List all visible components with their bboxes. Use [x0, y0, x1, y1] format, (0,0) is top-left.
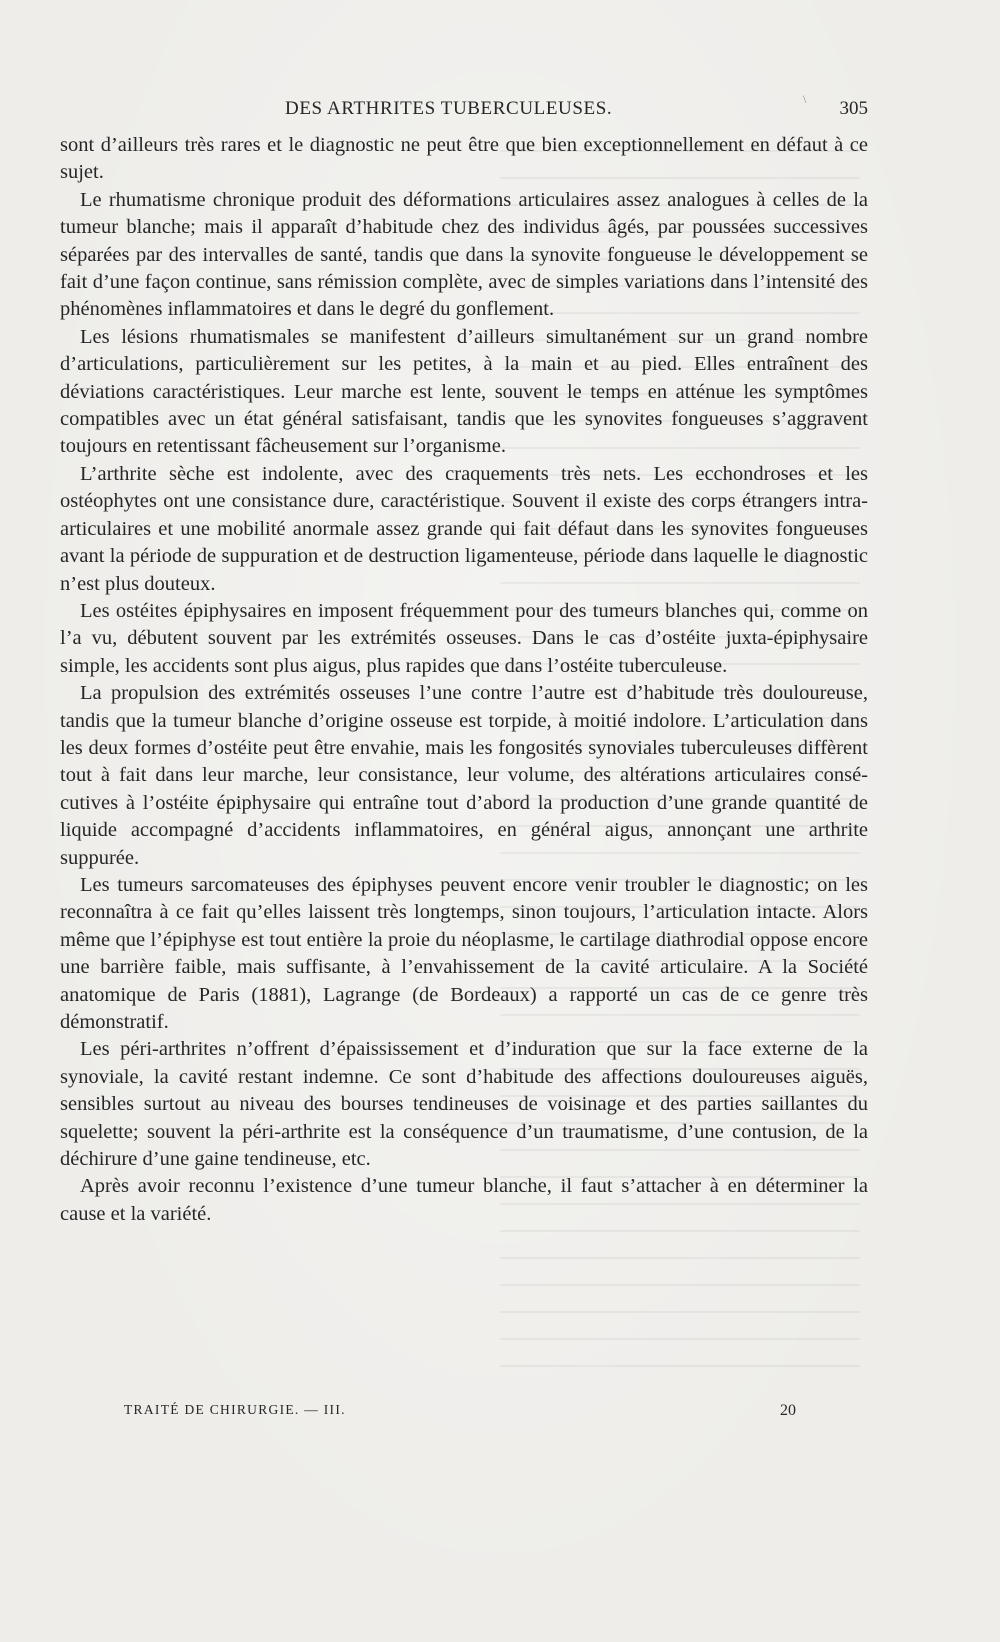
paragraph-conclusion: Après avoir reconnu l’existence d’une tumeur blanche, il faut s’attacher à en déterminer la cause et la variété.: [60, 1175, 868, 1225]
running-title: DES ARTHRITES TUBERCULEUSES.: [285, 98, 613, 119]
paragraph-lesions-rhumatismales: Les lésions rhumatismales se manifestent d’ailleurs simultanément sur un grand nombre d’articulations, particulièrement sur les petites, à la main et au pied. Elles entraînent des déviations caractéristiques. Leur marche est lente, souvent le temps en atténue les symptômes compatibles avec un état général satisfaisant, tandis que les synovites fongueuses s’aggravent toujours en retentissant fâcheusement sur l’organisme.: [60, 325, 868, 458]
page-footer: [60, 1402, 868, 1426]
paragraph-tumeurs-sarcomateuses: Les tumeurs sarcomateuses des épiphyses peuvent encore venir troubler le diagnostic; on les reconnaîtra à ce fait qu’elles laissent très longtemps, sinon toujours, l’articulation intacte. Alors même que l’épiphyse est tout entière la proie du néoplasme, le cartilage diathrodial oppose encore une barrière faible, mais suffisante, à l’envahissement de la cavité articulaire. A la Société anatomique de Paris (1881), Lagrange (de Bordeaux) a rapporté un cas de ce genre très démonstratif.: [60, 873, 868, 1033]
paragraph-peri-arthrites: Les péri-arthrites n’offrent d’épaississement et d’induration que sur la face externe de la synoviale, la cavité restant indemne. Ce sont d’habitude des affections douloureuses aiguës, sensibles surtout au niveau des bourses tendineuses de voisinage et des parties saillantes du squelette; souvent la péri-arthrite est la conséquence d’un traumatisme, d’une contusion, de la déchirure d’une gaine tendineuse, etc.: [60, 1038, 868, 1171]
paragraph-propulsion: La propulsion des extrémités osseuses l’une contre l’autre est d’habitude très douloureuse, tandis que la tumeur blanche d’origine osseuse est torpide, à moitié indolore. L’articulation dans les deux formes d’ostéite peut être envahie, mais les fongosités synoviales tuberculeuses diffèrent tout à fait dans leur marche, leur consistance, leur volume, des altérations articulaires consécutives à l’ostéite épiphysaire qui entraîne tout d’abord la production d’une grande quantité de liquide accompagné d’accidents inflammatoires, en général aigus, annonçant une arthrite suppurée.: [60, 682, 868, 869]
book-signature: TRAITÉ DE CHIRURGIE. — III.: [124, 1402, 346, 1417]
running-head: [60, 98, 868, 126]
page-number: 305: [839, 98, 868, 119]
paragraph-osteites: Les ostéites épiphysaires en imposent fréquemment pour des tumeurs blanches qui, comme on l’a vu, débutent souvent par les extrémités osseuses. Dans le cas d’ostéite juxta-épiphysaire simple, les accidents sont plus aigus, plus rapides que dans l’ostéite tuberculeuse.: [60, 599, 868, 677]
body-text: [60, 132, 868, 1228]
sheet-number: 20: [780, 1402, 796, 1419]
margin-tick-mark: \: [803, 92, 807, 106]
paragraph-continuation: sont d’ailleurs très rares et le diagnostic ne peut être que bien exceptionnellement en défaut à ce sujet.: [60, 134, 868, 184]
paragraph-rhumatisme: Le rhumatisme chronique produit des déformations articulaires assez analogues à celles de la tumeur blanche; mais il apparaît d’habitude chez des individus âgés, par poussées successives séparées par des intervalles de santé, tandis que dans la synovite fongueuse le développement se fait d’une façon continue, sans rémission complète, avec de simples variations dans l’intensité des phénomènes inflammatoires et dans le degré du gonflement.: [60, 188, 868, 321]
paragraph-arthrite-seche: L’arthrite sèche est indolente, avec des craquements très nets. Les ecchondroses et les ostéophytes ont une consistance dure, caractéristique. Souvent il existe des corps étrangers intra-articulaires et une mobilité anormale assez grande qui fait défaut dans les synovites fongueuses avant la période de suppuration et de destruction ligamenteuse, période dans laquelle le diagnostic n’est plus douteux.: [60, 462, 868, 595]
